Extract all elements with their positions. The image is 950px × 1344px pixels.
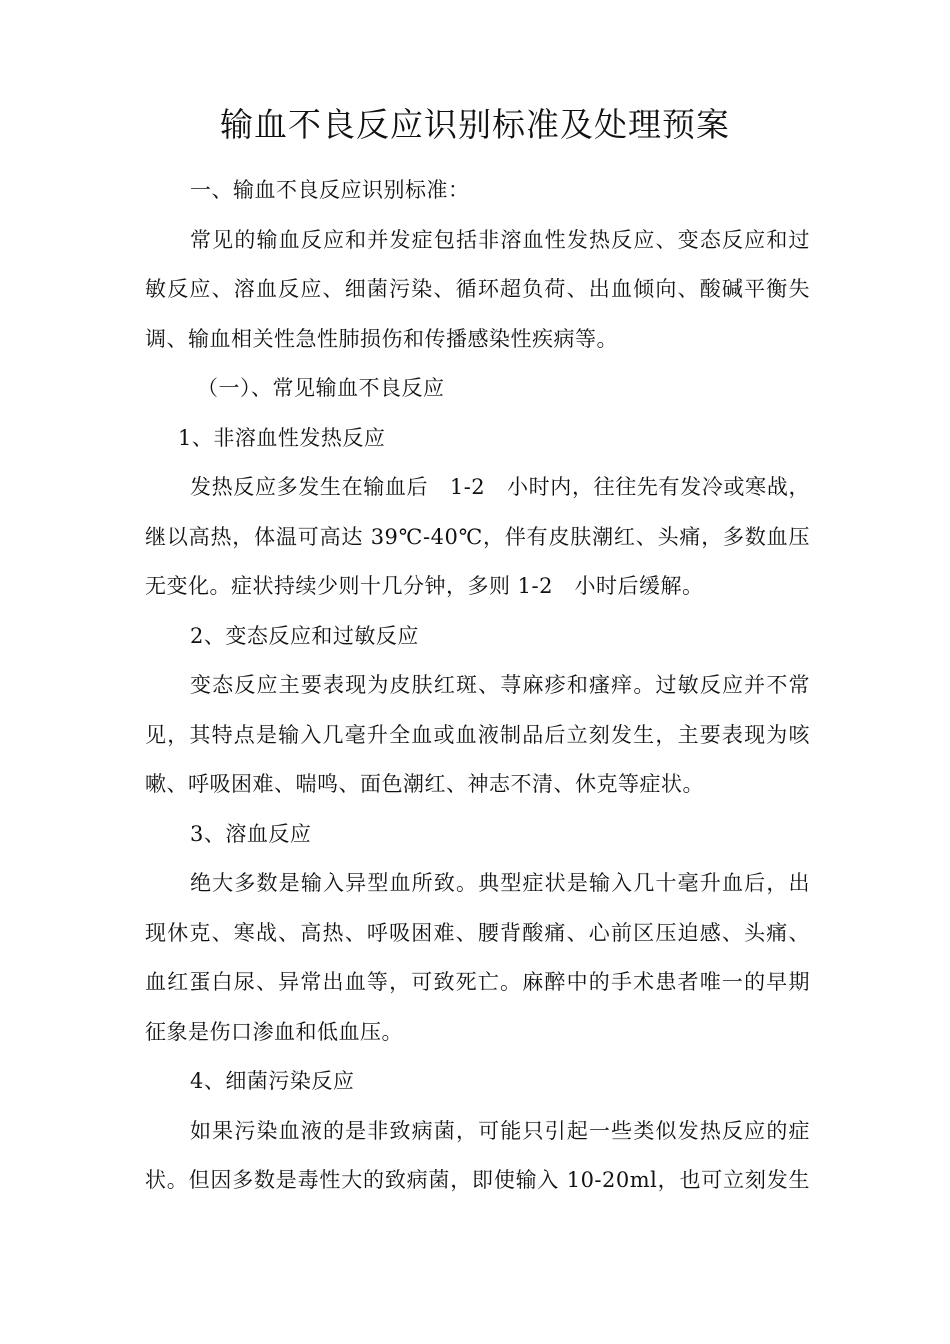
item-heading: 3、溶血反应 (190, 821, 312, 846)
paragraph-line: 常见的输血反应和并发症包括非溶血性发热反应、变态反应和过 (190, 227, 810, 252)
item-heading: 2、变态反应和过敏反应 (190, 623, 419, 648)
paragraph-line: 现休克、寒战、高热、呼吸困难、腰背酸痛、心前区压迫感、头痛、 (145, 920, 810, 945)
item-heading: 4、细菌污染反应 (190, 1069, 355, 1093)
paragraph-line: 发热反应多发生在输血后 1-2 小时内，往往先有发冷或寒战， (190, 475, 810, 499)
section-heading: 一、输血不良反应识别标准： (190, 178, 470, 202)
document-body (145, 166, 810, 1206)
paragraph-line: 敏反应、溶血反应、细菌污染、循环超负荷、出血倾向、酸碱平衡失 (145, 277, 810, 301)
subsection-heading: （一）、常见输血不良反应 (197, 376, 445, 400)
paragraph-line: 征象是伤口渗血和低血压。 (145, 1019, 403, 1044)
paragraph-line: 变态反应主要表现为皮肤红斑、荨麻疹和瘙痒。过敏反应并不常 (190, 673, 810, 697)
document-title: 输血不良反应识别标准及处理预案 (220, 105, 730, 144)
paragraph-line: 见，其特点是输入几毫升全血或血液制品后立刻发生，主要表现为咳 (145, 722, 810, 747)
item-heading: 1、非溶血性发热反应 (178, 425, 386, 450)
paragraph-line: 状。但因多数是毒性大的致病菌，即使输入 10-20ml，也可立刻发生 (145, 1168, 810, 1192)
paragraph-line: 调、输血相关性急性肺损伤和传播感染性疾病等。 (145, 326, 618, 351)
paragraph-line: 如果污染血液的是非致病菌，可能只引起一些类似发热反应的症 (190, 1118, 810, 1143)
paragraph-line: 无变化。症状持续少则十几分钟，多则 1-2 小时后缓解。 (145, 574, 704, 598)
paragraph-line: 嗽、呼吸困难、喘鸣、面色潮红、神志不清、休克等症状。 (145, 772, 704, 796)
paragraph-line: 继以高热，体温可高达 39℃-40℃，伴有皮肤潮红、头痛，多数血压 (145, 524, 810, 549)
paragraph-line: 绝大多数是输入异型血所致。典型症状是输入几十毫升血后，出 (190, 871, 810, 895)
paragraph-line: 血红蛋白尿、异常出血等，可致死亡。麻醉中的手术患者唯一的早期 (145, 970, 810, 994)
